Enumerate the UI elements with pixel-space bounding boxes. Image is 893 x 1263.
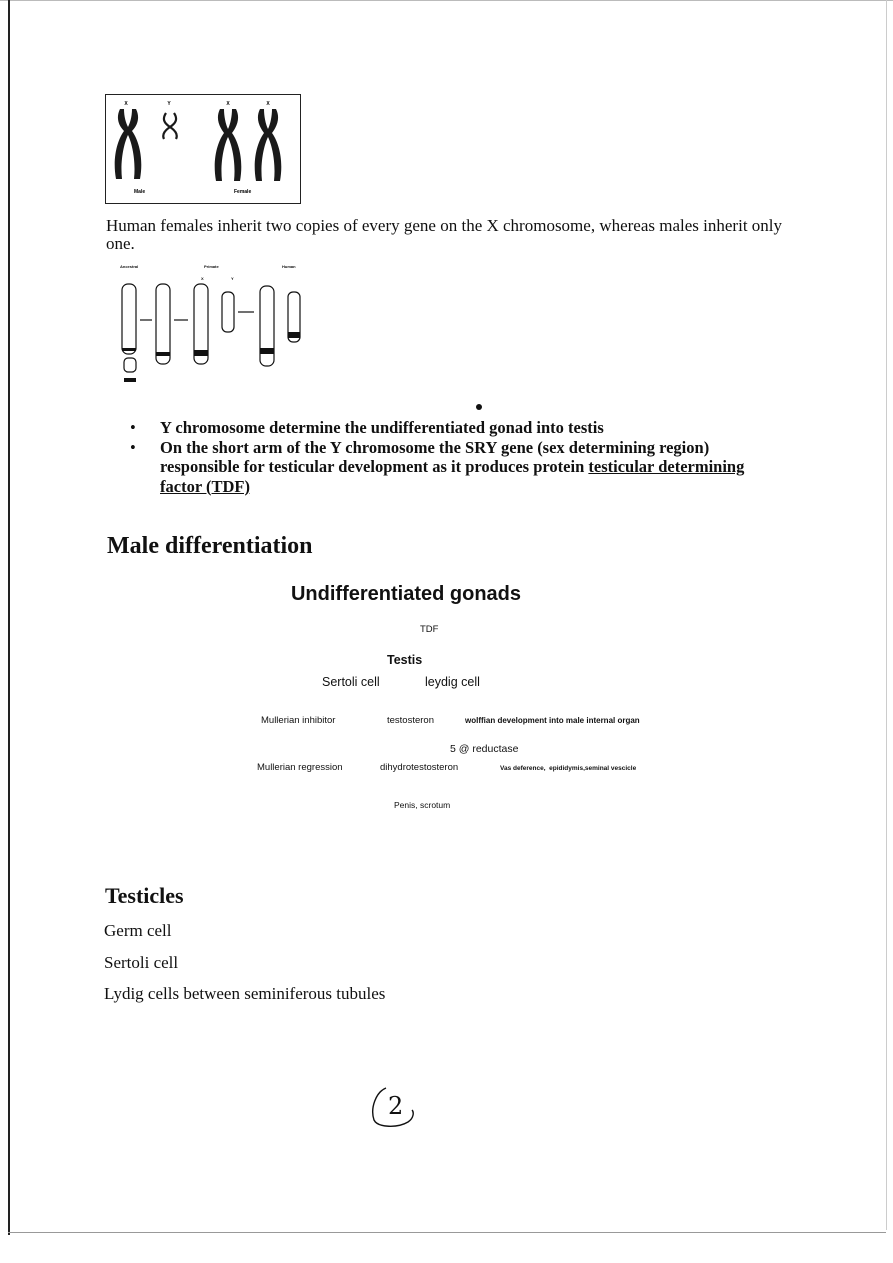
ink-dot: [476, 404, 482, 410]
page-edge-bottom: [8, 1232, 886, 1233]
bullet-text: Y chromosome determine the undifferentiated gonad into testis: [160, 418, 604, 437]
sertoli-cell-label: Sertoli cell: [322, 675, 380, 689]
wolffian-development-label: wolffian development into male internal organ: [465, 716, 640, 725]
band: [260, 348, 274, 354]
female-x-chromosome-1: [215, 109, 242, 181]
reductase-label: 5 @ reductase: [450, 743, 519, 755]
band: [124, 378, 136, 382]
label-x-male: X: [124, 101, 128, 107]
testicles-item: Lydig cells between seminiferous tubules: [104, 984, 386, 1003]
page-edge-right: [886, 0, 887, 1230]
tdf-term: testicular determining factor (TDF): [160, 457, 745, 496]
ancestral-chromosome: [122, 284, 136, 354]
chromosome-illustration: [106, 95, 300, 203]
page-number-circle: [368, 1082, 420, 1130]
group-label-ancestral: Ancestral: [120, 264, 139, 269]
testosteron-label: testosteron: [387, 715, 434, 726]
band: [194, 350, 208, 356]
primate-y-chromosome: [222, 292, 234, 332]
mullerian-inhibitor-label: Mullerian inhibitor: [261, 715, 336, 726]
undifferentiated-gonads-title: Undifferentiated gonads: [290, 583, 521, 605]
tdf-label: TDF: [420, 624, 439, 635]
inheritance-paragraph: Human females inherit two copies of every gene on the X chromosome, whereas males inherit only one.: [106, 216, 783, 253]
testis-label: Testis: [387, 653, 423, 667]
male-caption: Male: [134, 189, 146, 195]
page-number: [368, 1082, 420, 1130]
sex-chromosome-evolution-figure: [106, 262, 336, 387]
autosome-block: [124, 358, 136, 372]
bullet-text: On the short arm of the Y chromosome the SRY gene (sex determining region) responsible for testicular development as it produces protein: [160, 437, 710, 476]
female-caption: Female: [234, 189, 252, 195]
y-chromosome: [163, 113, 177, 139]
vas-deference-label: Vas deference, epididymis,seminal vescicle: [500, 765, 637, 772]
dihydrotestosteron-label: dihydrotestosteron: [380, 762, 459, 773]
page-edge-left: [8, 0, 10, 1235]
bullet-item: [130, 438, 790, 497]
testicles-item: Sertoli cell: [104, 953, 179, 972]
band: [122, 348, 136, 351]
section-heading-male-differentiation: Male differentiation: [107, 533, 313, 559]
penis-scrotum-label: Penis, scrotum: [394, 800, 451, 810]
page-edge-top: [0, 0, 893, 1]
testicles-item: Germ cell: [104, 921, 172, 940]
group-label-human: Human: [282, 264, 296, 269]
label-y: Y: [167, 101, 171, 107]
female-x-chromosome-2: [255, 109, 282, 181]
band: [288, 332, 300, 338]
y-label: Y: [231, 276, 234, 281]
mullerian-regression-label: Mullerian regression: [257, 762, 343, 773]
label-x-female-1: X: [226, 101, 230, 107]
page-number-text: 2: [388, 1092, 404, 1120]
sry-bullet-list: [130, 418, 790, 496]
bullet-item: [130, 418, 790, 438]
band: [156, 352, 170, 356]
x-label: X: [201, 276, 204, 281]
male-x-chromosome: [115, 109, 142, 179]
section-heading-testicles: Testicles: [105, 883, 184, 908]
leydig-cell-label: leydig cell: [425, 675, 480, 689]
group-label-primate: Primate: [204, 264, 219, 269]
label-x-female-2: X: [266, 101, 270, 107]
chromosome-figure: [105, 94, 301, 204]
